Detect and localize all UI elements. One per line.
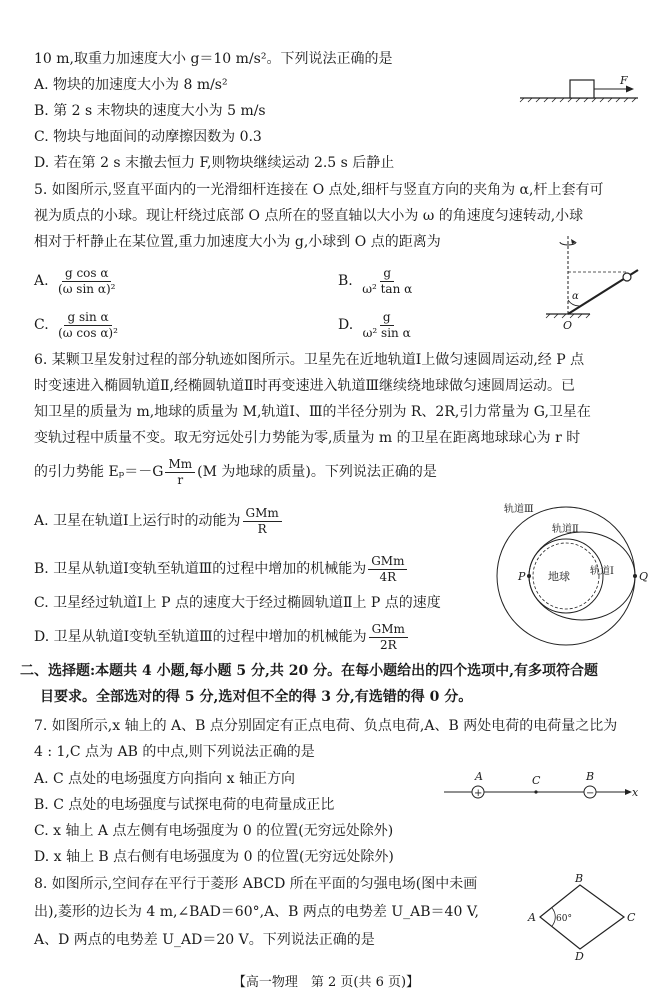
q5-rod-figure: [540, 232, 640, 332]
q4-option-c: C. 物块与地面间的动摩擦因数为 0.3: [34, 129, 262, 145]
q4-force-label: F: [620, 74, 628, 87]
q6-option-d-den: 2R: [379, 637, 397, 652]
q5-option-c-label: C.: [34, 317, 49, 333]
q7-plus-icon: +: [474, 788, 483, 799]
q6-line-2: 时变速进入椭圆轨道Ⅱ,经椭圆轨道Ⅱ时再变速进入轨道Ⅲ继续绕地球做匀速圆周运动。已: [34, 378, 575, 394]
q6-orbit2-label: 轨道Ⅱ: [552, 524, 579, 535]
q6-orbit1-label: 轨道Ⅰ: [590, 566, 614, 577]
q6-option-c: C. 卫星经过轨道Ⅰ上 P 点的速度大于经过椭圆轨道Ⅱ上 P 点的速度: [34, 595, 441, 611]
q6-line-1: 6. 某颗卫星发射过程的部分轨迹如图所示。卫星先在近地轨道Ⅰ上做匀速圆周运动,经 P 点: [34, 352, 585, 368]
q5-option-d-label: D.: [338, 317, 354, 333]
q8-line-2: 出),菱形的边长为 4 m,∠BAD＝60°,A、B 两点的电势差 U_AB＝40 V,: [34, 904, 479, 920]
q8-rhombus-figure: [518, 872, 642, 962]
q7-C-label: C: [532, 774, 541, 787]
q6-orbit3-label: 轨道Ⅲ: [504, 504, 534, 515]
q6-energy-den: r: [177, 472, 184, 487]
q5-option-b-den: ω² tan α: [362, 281, 413, 296]
page-footer: 【高一物理 第 2 页(共 6 页)】: [232, 975, 420, 990]
q6-option-d-text: D. 卫星从轨道Ⅰ变轨至轨道Ⅲ的过程中增加的机械能为: [34, 629, 367, 645]
q7-option-a: A. C 点处的电场强度方向指向 x 轴正方向: [34, 771, 295, 787]
q5-option-a-den: (ω sin α)²: [58, 281, 116, 296]
q7-x-label: x: [632, 786, 639, 799]
q8-angle-label: 60°: [556, 914, 572, 924]
q6-option-b-text: B. 卫星从轨道Ⅰ变轨至轨道Ⅲ的过程中增加的机械能为: [34, 561, 367, 577]
q6-energy-line: [34, 455, 437, 489]
q6-energy-num: Mm: [165, 457, 195, 473]
q6-option-a-num: GMm: [243, 506, 282, 522]
q5-line-1: 5. 如图所示,竖直平面内的一光滑细杆连接在 O 点处,细杆与竖直方向的夹角为 α,杆上套有可: [34, 182, 604, 198]
q6-option-b-den: 4R: [379, 569, 397, 584]
q7-line-2: 4 : 1,C 点为 AB 的中点,则下列说法正确的是: [34, 744, 315, 760]
q6-option-d: [34, 620, 410, 654]
q6-earth-label: 地球: [548, 570, 570, 583]
q6-Q-label: Q: [639, 570, 649, 583]
q7-axis-figure: [442, 770, 642, 804]
section2-line-1: 二、选择题:本题共 4 小题,每小题 5 分,共 20 分。在每小题给出的四个选项中,有多项符合题: [20, 663, 598, 679]
q6-line-3: 知卫星的质量为 m,地球的质量为 M,轨道Ⅰ、Ⅲ的半径分别为 R、2R,引力常量为 G,卫星在: [34, 404, 591, 420]
q7-minus-icon: −: [586, 788, 595, 799]
q5-option-b: [338, 264, 417, 298]
q7-line-1: 7. 如图所示,x 轴上的 A、B 点分别固定有正点电荷、负点电荷,A、B 两处电荷的电荷量之比为: [34, 718, 618, 734]
q8-C-label: C: [627, 911, 636, 924]
q6-option-a-text: A. 卫星在轨道Ⅰ上运行时的动能为: [34, 513, 241, 529]
q5-line-3: 相对于杆静止在某位置,重力加速度大小为 g,小球到 O 点的距离为: [34, 234, 441, 250]
q6-option-d-num: GMm: [369, 622, 408, 638]
q7-option-b: B. C 点处的电场强度与试探电荷的电荷量成正比: [34, 797, 335, 813]
q4-option-a: A. 物块的加速度大小为 8 m/s²: [34, 77, 228, 93]
q6-option-b-num: GMm: [368, 554, 407, 570]
q8-B-label: B: [575, 872, 584, 885]
q7-B-label: B: [586, 770, 595, 783]
q6-P-label: P: [518, 570, 526, 583]
q8-line-1: 8. 如图所示,空间存在平行于菱形 ABCD 所在平面的匀强电场(图中未画: [34, 876, 478, 892]
q5-option-d: [338, 308, 416, 342]
q5-option-d-den: ω² sin α: [362, 325, 411, 340]
q5-line-2: 视为质点的小球。现让杆绕过底部 O 点所在的竖直轴以大小为 ω 的角速度匀速转动,小球: [34, 208, 584, 224]
q8-A-label: A: [528, 911, 536, 924]
q4-block-figure: [520, 72, 640, 102]
q5-option-a-label: A.: [34, 273, 49, 289]
q4-option-d: D. 若在第 2 s 末撤去恒力 F,则物块继续运动 2.5 s 后静止: [34, 155, 395, 171]
q6-energy-pre: 的引力势能 Eₚ＝－G: [34, 464, 164, 480]
section2-line-2: 目要求。全部选对的得 5 分,选对但不全的得 3 分,有选错的得 0 分。: [40, 689, 473, 705]
q8-D-label: D: [575, 950, 584, 963]
q8-line-3: A、D 两点的电势差 U_AD＝20 V。下列说法正确的是: [34, 932, 375, 948]
q6-energy-post: (M 为地球的质量)。下列说法正确的是: [197, 464, 437, 480]
q6-line-4: 变轨过程中质量不变。取无穷远处引力势能为零,质量为 m 的卫星在距离地球球心为 r 时: [34, 430, 581, 446]
q5-option-c: [34, 308, 123, 342]
q6-option-a: [34, 504, 284, 538]
q4-option-b: B. 第 2 s 末物块的速度大小为 5 m/s: [34, 103, 266, 119]
q5-option-a: [34, 264, 120, 298]
q7-A-label: A: [475, 770, 483, 783]
q5-option-b-num: g: [380, 266, 394, 282]
q5-option-c-den: (ω cos α)²: [58, 325, 118, 340]
q4-intro: 10 m,取重力加速度大小 g＝10 m/s²。下列说法正确的是: [34, 51, 393, 67]
q7-option-c: C. x 轴上 A 点左侧有电场强度为 0 的位置(无穷远处除外): [34, 823, 394, 839]
q6-orbit-figure: [494, 498, 649, 658]
q5-option-c-num: g sin α: [64, 310, 111, 326]
q7-option-d: D. x 轴上 B 点右侧有电场强度为 0 的位置(无穷远处除外): [34, 849, 394, 865]
q5-option-b-label: B.: [338, 273, 353, 289]
q5-alpha-label: α: [572, 291, 579, 302]
q6-option-b: [34, 552, 409, 586]
q5-option-d-num: g: [380, 310, 394, 326]
q5-option-a-num: g cos α: [62, 266, 112, 282]
q5-O-label: O: [563, 319, 573, 332]
q6-option-a-den: R: [257, 521, 267, 536]
